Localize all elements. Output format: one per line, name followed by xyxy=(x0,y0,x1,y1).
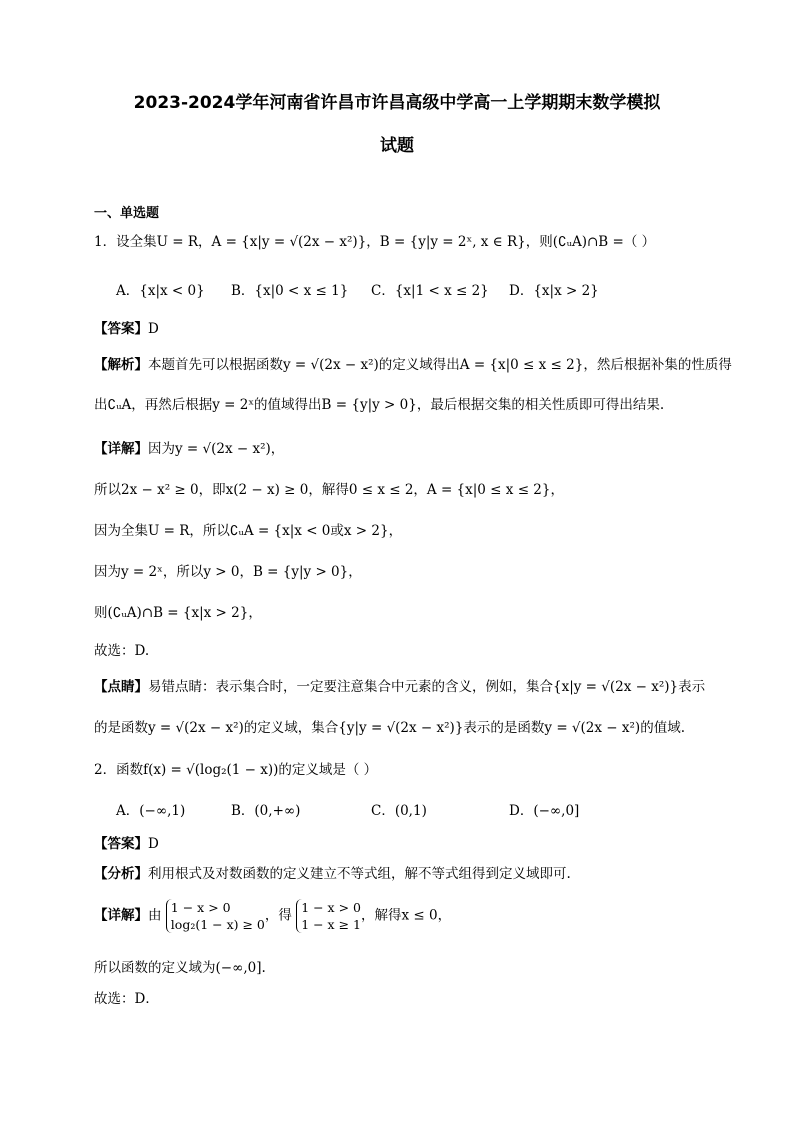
detail-tag: 【详解】 xyxy=(94,907,148,924)
answer-tag: 【答案】 xyxy=(94,836,148,852)
q2-sys1-row2: log₂(1 − x) ≥ 0 xyxy=(170,917,265,932)
q2-choice: 故选：D． xyxy=(94,991,159,1007)
q1-analysis-line1 xyxy=(94,356,732,374)
q2-option-b: B．(0,+∞) xyxy=(231,803,301,819)
doc-title-line1: 2023-2024学年河南省许昌市许昌高级中学高一上学期期末数学模拟 xyxy=(133,93,661,113)
q2-inequality-system-1 xyxy=(166,899,265,933)
q1-detail-line4: 因为y = 2ˣ，所以y > 0，B = {y|y > 0}， xyxy=(94,564,362,580)
q2-option-c: C．(0,1) xyxy=(371,803,427,819)
q2-inequality-system-2 xyxy=(296,899,361,933)
q1-detail-line3: 因为全集U = R，所以∁ᵤA = {x|x < 0或x > 2}， xyxy=(94,523,403,539)
q2-analysis-text: 利用根式及对数函数的定义建立不等式组，解不等式组得到定义域即可. xyxy=(148,866,571,882)
q2-option-d: D．(−∞,0] xyxy=(509,803,580,819)
q1-option-d: D．{x|x > 2} xyxy=(509,283,599,299)
q2-answer-line xyxy=(94,835,159,853)
q2-detail-pre: 由 xyxy=(148,907,162,924)
comment-tag: 【点睛】 xyxy=(94,679,148,695)
q2-analysis-line xyxy=(94,865,571,883)
doc-title-line2: 试题 xyxy=(380,136,414,156)
q1-stem: 1．设全集U = R，A = {x|y = √(2x − x²)}，B = {y|y = 2ˣ, x ∈ R}，则(∁ᵤA)∩B =（ ） xyxy=(94,234,656,250)
q1-answer: D xyxy=(148,321,159,337)
q1-option-b: B．{x|0 < x ≤ 1} xyxy=(231,283,349,299)
q2-sys2-row1: 1 − x > 0 xyxy=(301,900,361,915)
q2-detail-post: ，解得x ≤ 0， xyxy=(360,907,452,924)
q1-analysis-text1: 本题首先可以根据函数y = √(2x − x²)的定义域得出A = {x|0 ≤ x ≤ 2}，然后根据补集的性质得 xyxy=(148,357,732,373)
section-heading: 一、单选题 xyxy=(94,206,160,221)
q2-answer: D xyxy=(148,836,159,852)
detail-tag: 【详解】 xyxy=(94,441,148,457)
q2-stem: 2．函数f(x) = √(log₂(1 − x))的定义域是（ ） xyxy=(94,762,378,778)
q1-detail-text1: 因为y = √(2x − x²)， xyxy=(148,441,285,457)
answer-tag: 【答案】 xyxy=(94,321,148,337)
q2-detail-line xyxy=(94,899,451,933)
analysis-tag: 【分析】 xyxy=(94,866,148,882)
q1-comment-line2: 的是函数y = √(2x − x²)的定义域，集合{y|y = √(2x − x²)}表示的是函数y = √(2x − x²)的值域. xyxy=(94,720,685,736)
q1-detail-line5: 则(∁ᵤA)∩B = {x|x > 2}， xyxy=(94,605,262,621)
q2-sys1-row1: 1 − x > 0 xyxy=(170,900,231,915)
q1-answer-line xyxy=(94,320,159,338)
q1-comment-text1: 易错点睛：表示集合时，一定要注意集合中元素的含义，例如，集合{x|y = √(2x − x²)}表示 xyxy=(148,679,706,695)
q2-option-a: A．(−∞,1) xyxy=(116,803,186,819)
q2-conclusion: 所以函数的定义域为(−∞,0]. xyxy=(94,960,266,976)
q1-detail-line1 xyxy=(94,440,284,458)
q1-option-a: A．{x|x < 0} xyxy=(116,283,205,299)
q1-detail-line2: 所以2x − x² ≥ 0，即x(2 − x) ≥ 0，解得0 ≤ x ≤ 2，A = {x|0 ≤ x ≤ 2}， xyxy=(94,482,564,498)
q1-comment-line1 xyxy=(94,678,705,696)
q2-sys2-row2: 1 − x ≥ 1 xyxy=(301,917,361,932)
q1-analysis-line2: 出∁ᵤA，再然后根据y = 2ˣ的值域得出B = {y|y > 0}，最后根据交集的相关性质即可得出结果. xyxy=(94,397,665,413)
q1-option-c: C．{x|1 < x ≤ 2} xyxy=(371,283,489,299)
q1-detail-line6: 故选：D. xyxy=(94,643,150,659)
q2-detail-mid: ，得 xyxy=(264,907,292,924)
analysis-tag: 【解析】 xyxy=(94,357,148,373)
